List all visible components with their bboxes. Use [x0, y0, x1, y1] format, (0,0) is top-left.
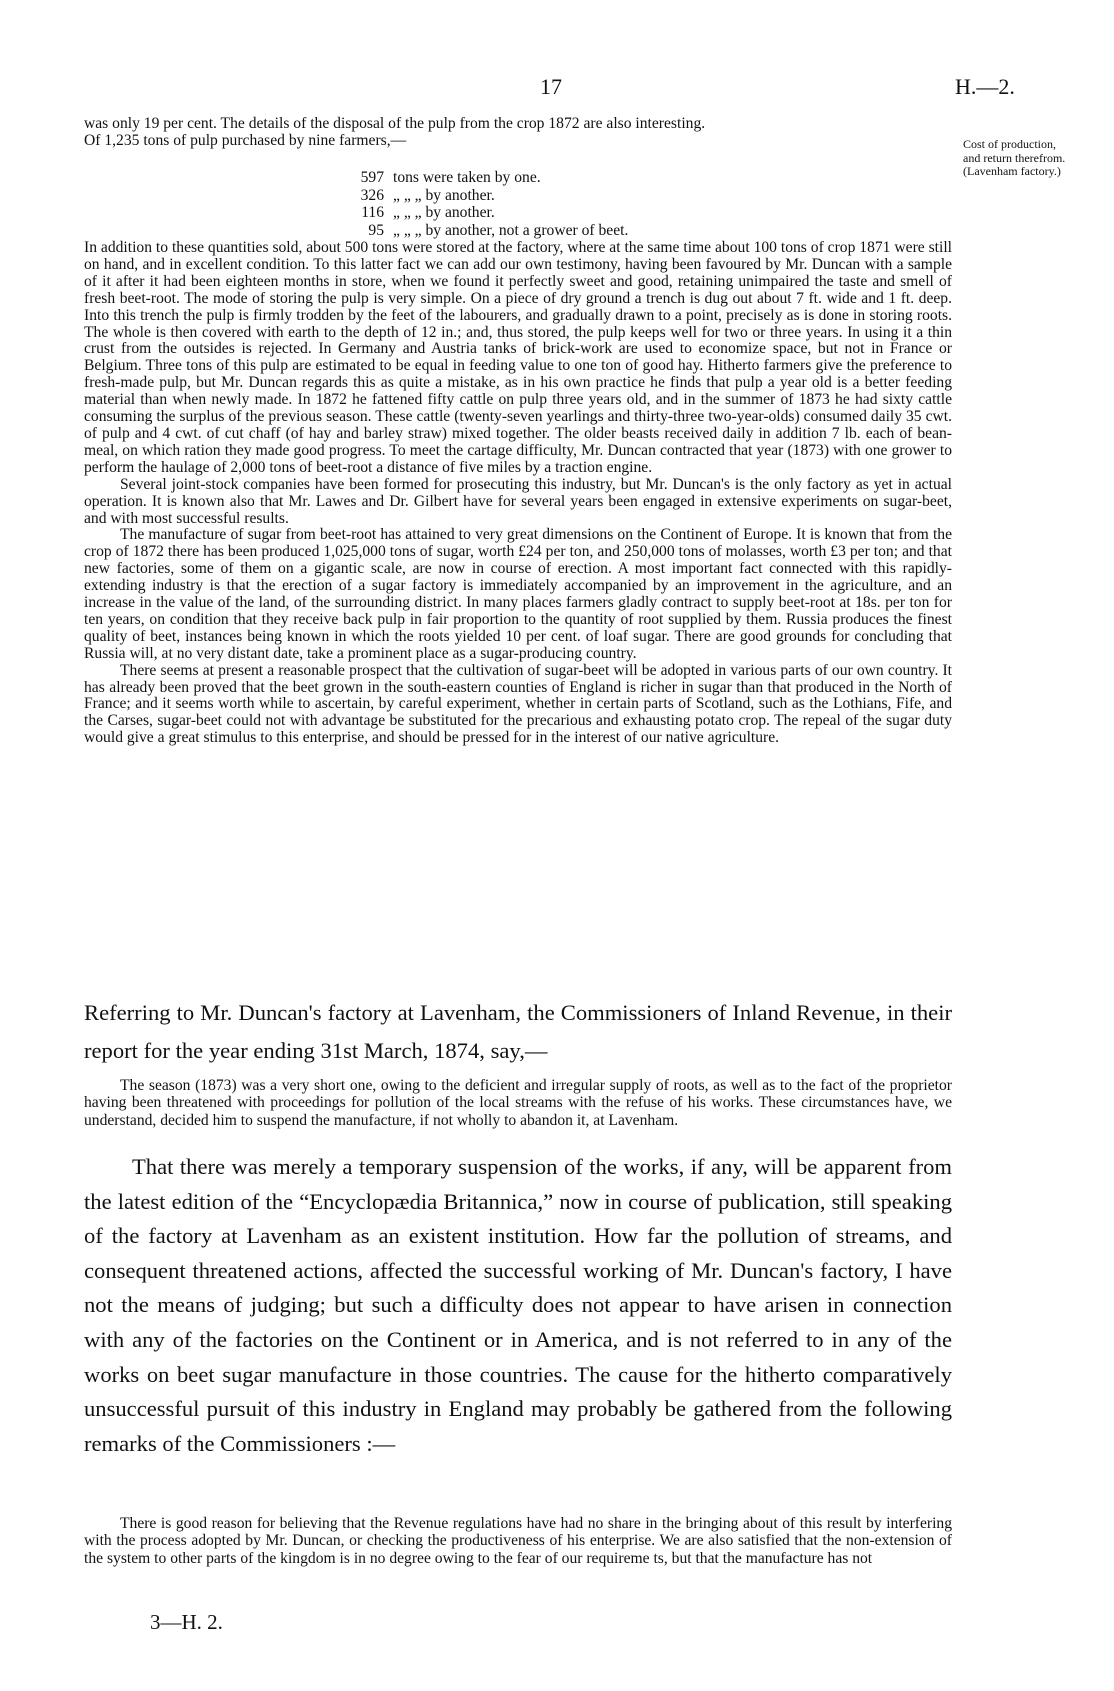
pulp-disposal-row: 326 „ „ „ by another. — [360, 186, 495, 204]
page-reference: H.—2. — [955, 74, 1015, 99]
page-number: 17 — [540, 74, 562, 99]
paragraph: That there was merely a temporary suspension of the works, if any, will be apparent from the latest edition of the “Encyclopædia Britannica,” now in course of publication, still speaking of the factory at Lavenham as an existent institution. How far the pollution of streams, and consequent threatened actions, affected the successful working of Mr. Duncan's factory, I have not the means of judging; but such a difficulty does not appear to have arisen in connection with any of the factories on the Continent or in America, and is not referred to in any of the works on beet sugar manufacture in those countries. The cause for the hitherto comparatively unsuccessful pursuit of this industry in England may probably be gathered from the following remarks of the Commissioners :— — [84, 1154, 952, 1456]
margin-note: Cost of production, and return therefrom. (Lavenham factory.) — [963, 137, 1066, 178]
footer-signature: 3—H. 2. — [150, 1610, 223, 1634]
paragraph: In addition to these quantities sold, about 500 tons were stored at the factory, where at the same time about 100 tons of crop 1871 were still on hand, and in excellent condition. To this latter fact we can add our own testimony, having been favoured by Mr. Duncan with a sample of it after it had been eighteen months in store, when we found it perfectly sweet and good, retaining unimpaired the taste and smell of fresh beet-root. The mode of storing the pulp is very simple. On a piece of dry ground a trench is dug out about 7 ft. wide and 1 ft. deep. Into this trench the pulp is firmly trodden by the feet of the labourers, and gradually drawn to a point, precisely as is done in storing roots. The whole is then covered with earth to the depth of 12 in.; and, thus stored, the pulp keeps well for two or three years. In using it a thin crust from the outsides is rejected. In Germany and Austria tanks of brick-work are used to economize space, but not in France or Belgium. Three tons of this pulp are estimated to be equal in feeding value to one ton of good hay. Hitherto farmers give the preference to fresh-made pulp, but Mr. Duncan regards this as quite a mistake, as in his own practice he finds that pulp a year old is a better feeding material than when newly made. In 1872 he fattened fifty cattle on pulp three years old, and in the summer of 1873 he had sixty cattle consuming the surplus of the previous season. These cattle (twenty-seven yearlings and thirty-three two-year-olds) consumed daily 35 cwt. of pulp and 4 cwt. of cut chaff (of hay and barley straw) mixed together. The older beasts received daily in addition 7 lb. each of bean-meal, on which ration they made good progress. To meet the cartage difficulty, Mr. Duncan contracted that year (1873) with one grower to perform the haulage of 2,000 tons of beet-root a distance of five miles by a traction engine. — [84, 239, 952, 476]
commissioners-quote-1 — [84, 1077, 952, 1129]
pulp-disposal-row: 95 „ „ „ by another, not a grower of beet. — [368, 221, 629, 239]
commissioners-quote-2 — [84, 1515, 952, 1567]
pulp-disposal-row: 597 tons were taken by one. — [360, 169, 541, 186]
paragraph: The manufacture of sugar from beet-root has attained to very great dimensions on the Continent of Europe. It is known that from the crop of 1872 there has been produced 1,025,000 tons of sugar, worth £24 per ton, and 250,000 tons of molasses, worth £3 per ton; and that new factories, some of them on a gigantic scale, are now in course of erection. A most important fact connected with this rapidly-extending industry is that the erection of a sugar factory is immediately accompanied by an improvement in the agriculture, and an increase in the value of the land, of the surrounding district. In many places farmers gladly contract to supply beet-root at 18s. per ton for ten years, on condition that they receive back pulp in fair proportion to the quantity of root supplied by them. Russia produces the finest quality of beet, instances being known in which the roots yielded 10 per cent. of loaf sugar. There are good grounds for concluding that Russia will, at no very distant date, take a prominent place as a sugar-producing country. — [84, 526, 952, 662]
opening-line: was only 19 per cent. The details of the disposal of the pulp from the crop 1872 are also interesting. — [84, 115, 706, 132]
paragraph: Several joint-stock companies have been formed for prosecuting this industry, but Mr. Duncan's is the only factory as yet in actual operation. It is known also that Mr. Lawes and Dr. Gilbert have for several years been engaged in extensive experiments on sugar-beet, and with most successful results. — [84, 475, 952, 527]
large-paragraph-suspension — [84, 1150, 952, 1461]
opening-line: Of 1,235 tons of pulp purchased by nine farmers,— — [84, 131, 407, 149]
pulp-disposal-list — [347, 169, 628, 239]
opening-lines — [84, 116, 952, 150]
quote: There is good reason for believing that the Revenue regulations have had no share in the bringing about of this result by interfering with the process adopted by Mr. Duncan, or checking the productiveness of his enterprise. We are also satisfied that the non-extension of the system to other parts of the kingdom is in no degree owing to the fear of our requireme ts, but that the manufacture has not — [84, 1515, 952, 1567]
paragraph: There seems at present a reasonable prospect that the cultivation of sugar-beet will be adopted in various parts of our own country. It has already been proved that the beet grown in the south-eastern counties of England is richer in sugar than that produced in the North of France; and it seems worth while to ascertain, by careful experiment, whether in certain parts of Scotland, such as the Lothians, Fife, and the Carses, sugar-beet could not with advantage be substituted for the precarious and exhausting potato crop. The repeal of the sugar duty would give a great stimulus to this enterprise, and should be pressed for in the interest of our native agriculture. — [84, 661, 952, 747]
large-paragraph-referring — [84, 994, 952, 1070]
paragraph: Referring to Mr. Duncan's factory at Lavenham, the Commissioners of Inland Revenue, in their report for the year ending 31st March, 1874, say,— — [84, 1000, 952, 1063]
body-small-text — [84, 240, 952, 747]
quote: The season (1873) was a very short one, owing to the deficient and irregular supply of roots, as well as to the fact of the proprietor having been threatened with proceedings for pollution of the local streams with the refuse of his works. These circumstances have, we understand, decided him to suspend the manufacture, if not wholly to abandon it, at Lavenham. — [84, 1077, 952, 1129]
pulp-disposal-row: 116 „ „ „ by another. — [361, 204, 495, 221]
